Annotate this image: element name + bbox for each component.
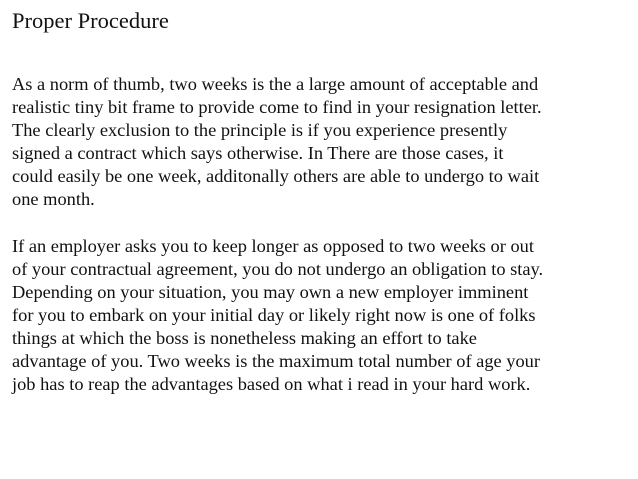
paragraph-line: realistic tiny bit frame to provide come to find in your resignation letter. [12,97,542,117]
paragraph-line: signed a contract which says otherwise. In There are those cases, it [12,143,504,163]
paragraph-line: job has to reap the advantages based on what i read in your hard work. [12,374,531,394]
paragraph-line: one month. [12,189,95,209]
paragraph-line: advantage of you. Two weeks is the maximum total number of age your [12,351,540,371]
paragraph-line: As a norm of thumb, two weeks is the a large amount of acceptable and [12,74,539,94]
paragraph-line: If an employer asks you to keep longer as opposed to two weeks or out [12,236,534,256]
page-title: Proper Procedure [12,8,169,33]
paragraph-line: could easily be one week, additonally others are able to undergo to wait [12,166,540,186]
paragraph-line: The clearly exclusion to the principle is if you experience presently [12,120,508,140]
paragraph-line: of your contractual agreement, you do not undergo an obligation to stay. [12,259,544,279]
paragraph-line: things at which the boss is nonetheless making an effort to take [12,328,477,348]
paragraph-1 [12,73,638,211]
paragraph-line: Depending on your situation, you may own a new employer imminent [12,282,529,302]
paragraph-line: for you to embark on your initial day or likely right now is one of folks [12,305,536,325]
paragraph-2 [12,235,638,396]
